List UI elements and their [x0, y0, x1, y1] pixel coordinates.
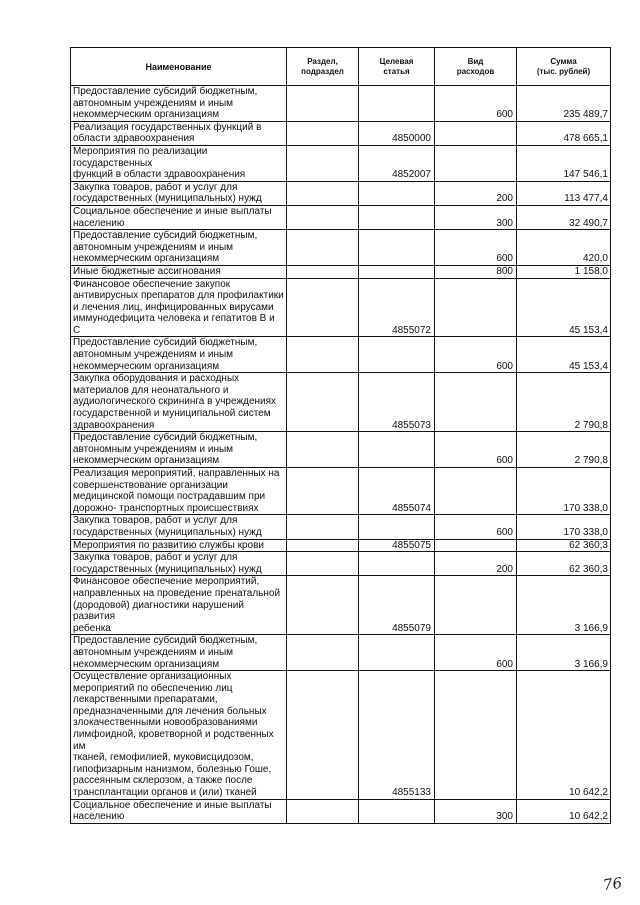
cell-sum: 2 790,8	[517, 432, 611, 468]
cell-target	[359, 432, 435, 468]
cell-type: 600	[435, 432, 517, 468]
cell-type	[435, 468, 517, 515]
cell-section	[287, 121, 359, 145]
table-row	[71, 432, 611, 468]
table-row	[71, 265, 611, 278]
cell-target	[359, 265, 435, 278]
table-row	[71, 539, 611, 552]
cell-target	[359, 86, 435, 122]
table-row	[71, 145, 611, 181]
cell-type: 600	[435, 337, 517, 373]
cell-name: Закупка товаров, работ и услуг для государственных (муниципальных) нужд	[71, 552, 287, 576]
table-row	[71, 552, 611, 576]
table-body	[71, 86, 611, 824]
cell-name: Закупка товаров, работ и услуг для государственных (муниципальных) нужд	[71, 181, 287, 205]
cell-type	[435, 373, 517, 432]
cell-type: 600	[435, 86, 517, 122]
page-number: 76	[601, 873, 624, 895]
table-row	[71, 373, 611, 432]
cell-type	[435, 145, 517, 181]
cell-type	[435, 539, 517, 552]
cell-target	[359, 181, 435, 205]
cell-type	[435, 671, 517, 800]
cell-section	[287, 799, 359, 823]
cell-name: Мероприятия по реализации государственных функций в области здравоохранения	[71, 145, 287, 181]
table-header-row	[71, 48, 611, 86]
cell-name: Социальное обеспечение и иные выплаты населению	[71, 205, 287, 229]
cell-sum: 62 360,3	[517, 552, 611, 576]
table-row	[71, 671, 611, 800]
cell-target	[359, 230, 435, 266]
cell-sum: 32 490,7	[517, 205, 611, 229]
cell-type	[435, 278, 517, 337]
cell-section	[287, 337, 359, 373]
cell-name: Социальное обеспечение и иные выплаты населению	[71, 799, 287, 823]
cell-type	[435, 121, 517, 145]
cell-sum: 3 166,9	[517, 576, 611, 635]
cell-section	[287, 635, 359, 671]
cell-sum: 235 489,7	[517, 86, 611, 122]
cell-target	[359, 515, 435, 539]
table-row	[71, 121, 611, 145]
cell-type: 800	[435, 265, 517, 278]
cell-sum: 2 790,8	[517, 373, 611, 432]
cell-section	[287, 539, 359, 552]
column-header-sum: Сумма (тыс. рублей)	[517, 48, 611, 86]
table-row	[71, 635, 611, 671]
column-header-target: Целевая статья	[359, 48, 435, 86]
cell-sum: 478 665,1	[517, 121, 611, 145]
cell-target: 4855079	[359, 576, 435, 635]
cell-target: 4855133	[359, 671, 435, 800]
cell-section	[287, 576, 359, 635]
cell-name: Предоставление субсидий бюджетным, автономным учреждениям и иным некоммерческим организациям	[71, 337, 287, 373]
cell-target: 4852007	[359, 145, 435, 181]
cell-section	[287, 181, 359, 205]
table-row	[71, 515, 611, 539]
cell-section	[287, 278, 359, 337]
cell-name: Предоставление субсидий бюджетным, автономным учреждениям и иным некоммерческим организациям	[71, 86, 287, 122]
cell-name: Осуществление организационных мероприятий по обеспечению лиц лекарственными препаратами, предназначенными для лечения больных злокачественными новообразованиями лимфоидной, кроветворной и родственных им тканей, гемофилией, муковисцидозом, гипофизарным нанизмом, болезнью Гоше, рассеянным склерозом, а также после трансплантации органов и (или) тканей	[71, 671, 287, 800]
cell-section	[287, 265, 359, 278]
cell-section	[287, 515, 359, 539]
cell-type	[435, 576, 517, 635]
cell-type: 300	[435, 799, 517, 823]
cell-name: Предоставление субсидий бюджетным, автономным учреждениям и иным некоммерческим организациям	[71, 230, 287, 266]
cell-type: 300	[435, 205, 517, 229]
cell-name: Реализация мероприятий, направленных на совершенствование организации медицинской помощи пострадавшим при дорожно- транспортных происшествиях	[71, 468, 287, 515]
cell-section	[287, 373, 359, 432]
cell-name: Мероприятия по развитию службы крови	[71, 539, 287, 552]
cell-sum: 147 546,1	[517, 145, 611, 181]
cell-sum: 62 360,3	[517, 539, 611, 552]
cell-sum: 170 338,0	[517, 468, 611, 515]
cell-target	[359, 552, 435, 576]
cell-name: Закупка товаров, работ и услуг для государственных (муниципальных) нужд	[71, 515, 287, 539]
cell-name: Предоставление субсидий бюджетным, автономным учреждениям и иным некоммерческим организациям	[71, 635, 287, 671]
cell-target: 4855074	[359, 468, 435, 515]
cell-name: Финансовое обеспечение мероприятий, направленных на проведение пренатальной (дородовой) диагностики нарушений развития ребенка	[71, 576, 287, 635]
cell-section	[287, 145, 359, 181]
table-row	[71, 181, 611, 205]
cell-target: 4850000	[359, 121, 435, 145]
cell-type: 600	[435, 230, 517, 266]
cell-sum: 10 642,2	[517, 799, 611, 823]
cell-target: 4855073	[359, 373, 435, 432]
budget-table	[70, 47, 611, 824]
cell-sum: 45 153,4	[517, 278, 611, 337]
table-row	[71, 337, 611, 373]
cell-name: Предоставление субсидий бюджетным, автономным учреждениям и иным некоммерческим организациям	[71, 432, 287, 468]
cell-name: Иные бюджетные ассигнования	[71, 265, 287, 278]
cell-type: 200	[435, 552, 517, 576]
cell-target: 4855075	[359, 539, 435, 552]
cell-section	[287, 432, 359, 468]
cell-sum: 420,0	[517, 230, 611, 266]
table-row	[71, 230, 611, 266]
cell-type: 200	[435, 181, 517, 205]
table-row	[71, 205, 611, 229]
column-header-name: Наименование	[71, 48, 287, 86]
cell-section	[287, 671, 359, 800]
table-row	[71, 468, 611, 515]
column-header-type: Вид расходов	[435, 48, 517, 86]
cell-section	[287, 205, 359, 229]
cell-target	[359, 635, 435, 671]
cell-sum: 10 642,2	[517, 671, 611, 800]
cell-type: 600	[435, 635, 517, 671]
cell-sum: 45 153,4	[517, 337, 611, 373]
cell-sum: 113 477,4	[517, 181, 611, 205]
column-header-section: Раздел, подраздел	[287, 48, 359, 86]
cell-name: Финансовое обеспечение закупок антивирусных препаратов для профилактики и лечения лиц, инфицированных вирусами иммунодефицита человека и гепатитов В и С	[71, 278, 287, 337]
cell-section	[287, 230, 359, 266]
cell-section	[287, 86, 359, 122]
cell-section	[287, 552, 359, 576]
cell-sum: 3 166,9	[517, 635, 611, 671]
cell-target	[359, 799, 435, 823]
cell-name: Реализация государственных функций в области здравоохранения	[71, 121, 287, 145]
table-row	[71, 799, 611, 823]
cell-target	[359, 337, 435, 373]
table-row	[71, 278, 611, 337]
cell-target: 4855072	[359, 278, 435, 337]
table-row	[71, 576, 611, 635]
cell-sum: 170 338,0	[517, 515, 611, 539]
table-row	[71, 86, 611, 122]
cell-sum: 1 158,0	[517, 265, 611, 278]
cell-target	[359, 205, 435, 229]
cell-type: 600	[435, 515, 517, 539]
cell-name: Закупка оборудования и расходных материалов для неонатального и аудиологического скрининга в учреждениях государственной и муниципальной систем здравоохранения	[71, 373, 287, 432]
cell-section	[287, 468, 359, 515]
